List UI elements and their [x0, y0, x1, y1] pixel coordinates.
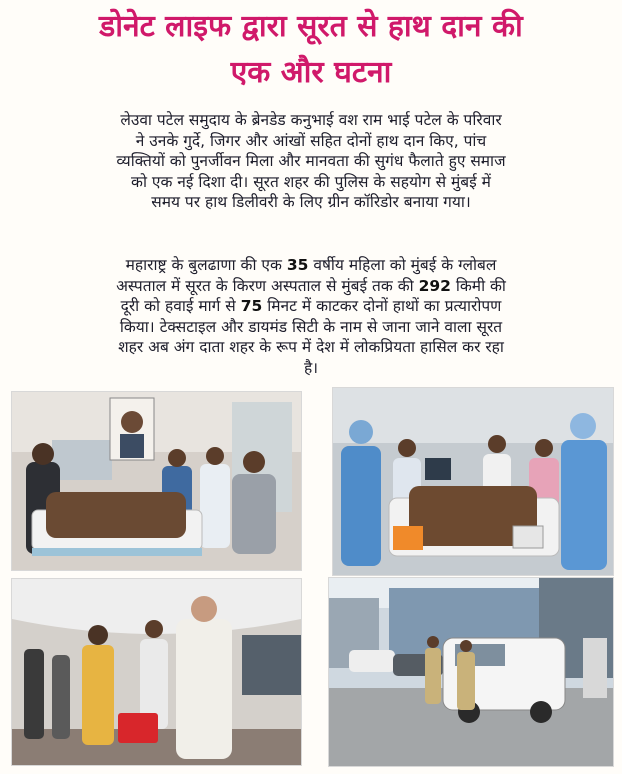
paragraph-line: को एक नई दिशा दी। सूरत शहर की पुलिस के सहयोग से मुंबई में [131, 172, 491, 191]
paragraph-line: लेउवा पटेल समुदाय के ब्रेनडेड कनुभाई वश राम भाई पटेल के परिवार [120, 111, 502, 129]
paragraph-transplant [14, 255, 608, 378]
photo-police-vehicle [328, 577, 614, 767]
distance-value: 292 [418, 276, 451, 295]
doctors-salute-illustration [333, 388, 613, 575]
paragraph-line: है। [303, 358, 319, 377]
paragraph-line: किया। टेक्सटाइल और डायमंड सिटी के नाम से जाना जाने वाला सूरत [119, 317, 503, 336]
headline [8, 4, 614, 96]
paragraph-line [14, 255, 608, 276]
headline-line-2: एक और घटना [230, 55, 392, 90]
text-segment: अस्पताल में सूरत के किरण अस्पताल से मुंबई तक की [116, 276, 414, 295]
paragraph-line: व्यक्तियों को पुनर्जीवन मिला और मानवता की सुगंध फैलाते हुए समाज [116, 152, 506, 170]
paragraph-line: शहर अब अंग दाता शहर के रूप में देश में लोकप्रियता हासिल कर रहा [118, 338, 504, 356]
text-segment: वर्षीय महिला को मुंबई के ग्लोबल [313, 256, 497, 274]
paragraph-line: ने उनके गुर्दे, जिगर और आंखों सहित दोनों हाथ दान किए, पांच [135, 131, 487, 150]
paragraph-line [14, 276, 608, 297]
airport-transport-illustration [12, 579, 301, 765]
photo-airport-transport [11, 578, 302, 766]
minutes-value: 75 [240, 297, 263, 315]
police-vehicle-illustration [329, 578, 613, 766]
text-segment: मिनट में काटकर दोनों हाथों का प्रत्यारोपण [267, 297, 502, 315]
age-value: 35 [286, 256, 309, 274]
paragraph-donation [14, 110, 608, 213]
photo-hospital-room [11, 391, 302, 571]
photo-doctors-salute [332, 387, 614, 576]
headline-line-1: डोनेट लाइफ द्वारा सूरत से हाथ दान की [99, 9, 523, 44]
paragraph-line [14, 296, 608, 317]
hospital-room-illustration [12, 392, 301, 570]
text-segment: महाराष्ट्र के बुलढाणा की एक [125, 256, 282, 274]
paragraph-line: समय पर हाथ डिलीवरी के लिए ग्रीन कॉरिडोर बनाया गया। [151, 193, 471, 211]
text-segment: किमी की [455, 276, 506, 295]
text-segment: दूरी को हवाई मार्ग से [120, 297, 236, 315]
